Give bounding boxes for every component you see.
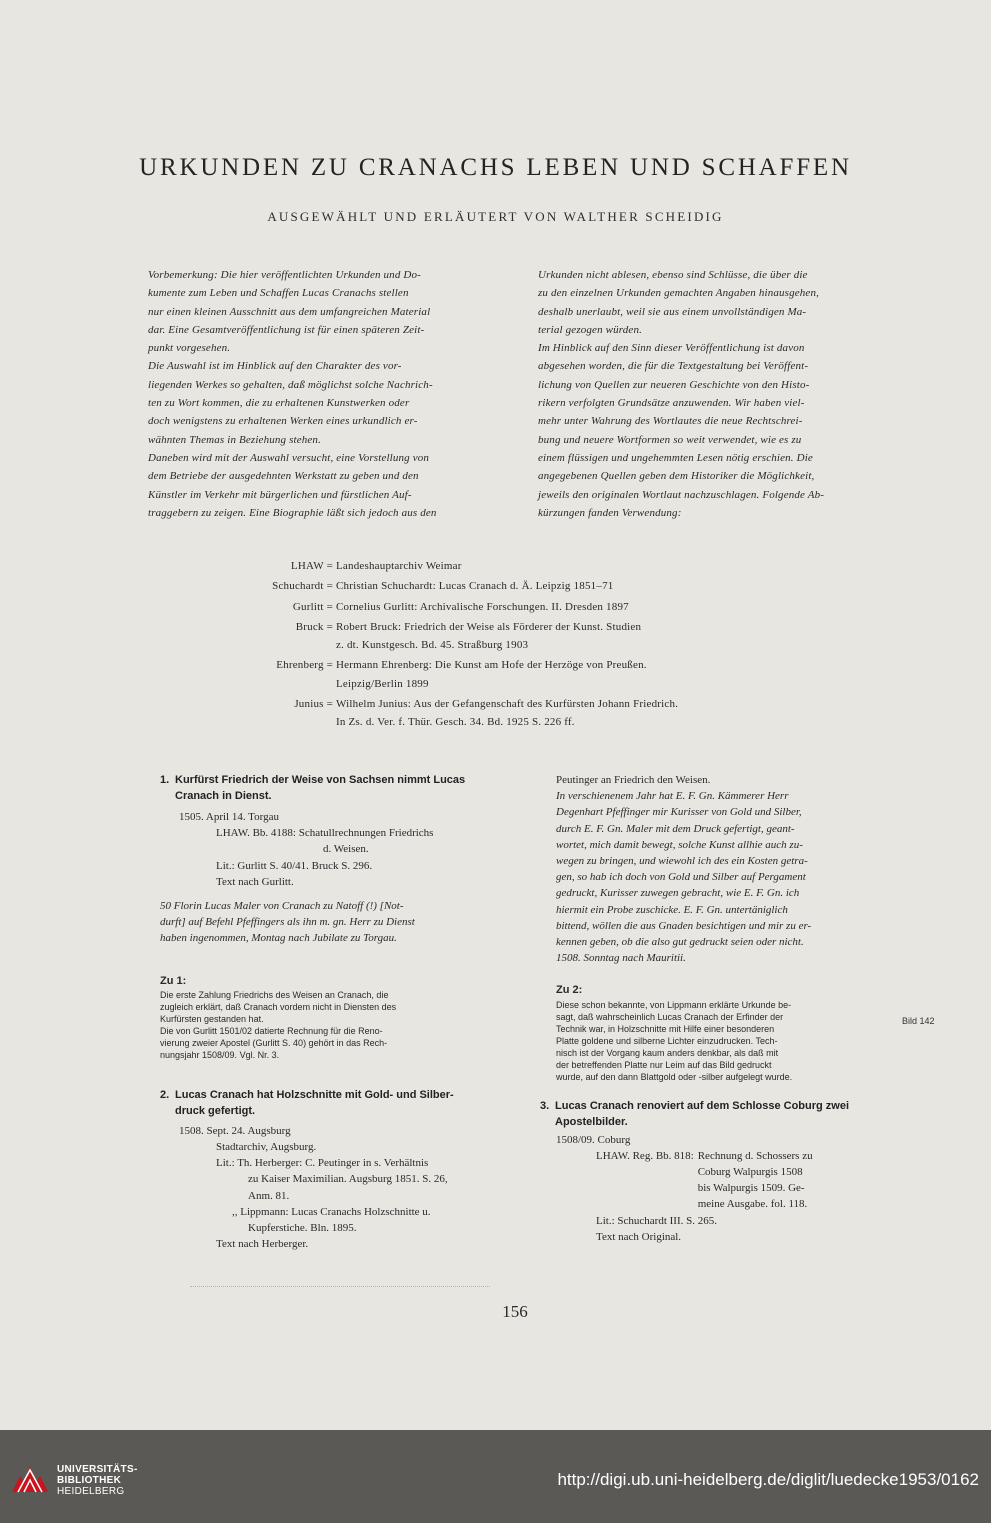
document-intro: Peutinger an Friedrich den Weisen. <box>556 774 711 786</box>
intro-line: doch wenigstens zu erhaltenen Werken eines urkundlich er- <box>148 415 418 428</box>
intro-line: rikern verfolgten Grundsätze anzuwenden. Wir haben viel- <box>538 397 805 410</box>
note-line: Die erste Zahlung Friedrichs des Weisen an Cranach, die <box>160 989 389 1000</box>
intro-line: lichung von Quellen zur neueren Geschichte von den Histo- <box>538 378 810 391</box>
left-document-column <box>160 772 500 1252</box>
document-literature: Kupferstiche. Bln. 1895. <box>248 1222 357 1235</box>
heading-line: Kurfürst Friedrich der Weise von Sachsen nimmt Lucas <box>175 774 466 786</box>
note-line: sagt, daß wahrscheinlich Lucas Cranach der Erfinder der <box>556 1011 784 1022</box>
document-url-link[interactable]: http://digi.ub.uni-heidelberg.de/diglit/luedecke1953/0162 <box>557 1470 979 1489</box>
abbreviation-text: Robert Bruck: Friedrich der Weise als Förderer der Kunst. Studien <box>336 620 642 633</box>
document-text-source: Text nach Original. <box>596 1230 682 1243</box>
abbreviation-entry <box>150 598 850 616</box>
intro-right-column <box>538 266 892 522</box>
abbreviation-key: Bruck = <box>295 620 333 633</box>
intro-line: einem flüssigen und ungehemmten Lesen nötig erschien. Die <box>538 451 813 464</box>
abbreviation-text: z. dt. Kunstgesch. Bd. 45. Straßburg 1903 <box>336 639 529 652</box>
document-quote-line: 1508. Sonntag nach Mauritii. <box>556 952 686 965</box>
heading-line: druck gefertigt. <box>175 1104 256 1117</box>
heading-line: Lucas Cranach renoviert auf dem Schlosse Coburg zwei <box>555 1099 850 1112</box>
source-line: Rechnung d. Schossers zu <box>697 1149 813 1162</box>
intro-line: Vorbemerkung: Die hier veröffentlichten Urkunden und Do- <box>148 269 421 281</box>
abbreviation-list <box>150 557 850 734</box>
intro-line: wähnten Themas in Beziehung stehen. <box>148 433 321 446</box>
section-number: 3. <box>540 1099 550 1112</box>
document-quote-line: durch E. F. Gn. Maler mit dem Druck gefertigt, geant- <box>556 822 795 835</box>
document-quote-line: kennen geben, ob die also gut gedruckt seien oder nicht. <box>556 936 804 949</box>
library-name-line: BIBLIOTHEK <box>57 1475 122 1486</box>
document-quote-line: hiermit ein Probe zuschicke. E. F. Gn. untertäniglich <box>556 903 788 916</box>
abbreviation-text: Cornelius Gurlitt: Archivalische Forschungen. II. Dresden 1897 <box>336 600 629 613</box>
document-source: LHAW. Bb. 4188: Schatullrechnungen Friedrichs <box>216 827 434 840</box>
document-literature: Lit.: Th. Herberger: C. Peutinger in s. Verhältnis <box>216 1157 429 1170</box>
intro-left-column <box>148 266 502 522</box>
source-line: meine Ausgabe. fol. 118. <box>697 1198 808 1211</box>
document-quote-line: gedruckt, Kurisser zuwegen gebracht, wie E. F. Gn. ich <box>556 887 800 900</box>
document-quote-line: haben ingenommen, Montag nach Jubilate zu Torgau. <box>160 932 397 945</box>
note-line: zugleich erklärt, daß Cranach vordem nicht in Diensten des <box>160 1001 397 1012</box>
document-quote-line: wegen zu bringen, und wiewohl ich des ein Kosten getra- <box>556 855 808 868</box>
document-text-source: Text nach Gurlitt. <box>216 875 294 888</box>
section-3-heading <box>540 1098 884 1130</box>
note-line: Die von Gurlitt 1501/02 datierte Rechnung für die Reno- <box>160 1025 383 1036</box>
intro-line: punkt vorgesehen. <box>148 342 231 355</box>
document-literature: Lit.: Gurlitt S. 40/41. Bruck S. 296. <box>216 859 373 872</box>
abbreviation-key: Ehrenberg = <box>276 659 333 672</box>
note-line: nungsjahr 1508/09. Vgl. Nr. 3. <box>160 1049 280 1060</box>
intro-line: jeweils den originalen Wortlaut nachzuschlagen. Folgende Ab- <box>538 488 825 501</box>
abbreviation-key: Junius = <box>294 698 333 711</box>
page-subtitle: AUSGEWÄHLT UND ERLÄUTERT VON WALTHER SCHEIDIG <box>267 209 724 224</box>
abbreviation-key: Schuchardt = <box>272 580 333 593</box>
note-line: vierung zweier Apostel (Gurlitt S. 40) gehört in das Rech- <box>160 1037 388 1048</box>
section-2-heading <box>160 1087 500 1119</box>
page-number: 156 <box>502 1302 528 1321</box>
intro-line: Im Hinblick auf den Sinn dieser Veröffentlichung ist davon <box>538 342 805 355</box>
intro-line: Die Auswahl ist im Hinblick auf den Charakter des vor- <box>148 360 402 373</box>
document-quote-line: gen, so hab ich doch von Gold und Silber auf Pergament <box>556 871 806 884</box>
dotted-divider <box>190 1286 490 1289</box>
abbreviation-entry <box>150 577 850 595</box>
abbreviation-text: Christian Schuchardt: Lucas Cranach d. Ä. Leipzig 1851–71 <box>336 580 614 593</box>
source-key: LHAW. Reg. Bb. 818: <box>596 1149 694 1162</box>
intro-line: kumente zum Leben und Schaffen Lucas Cranachs stellen <box>148 287 409 300</box>
document-literature: Anm. 81. <box>248 1189 290 1202</box>
document-quote-line: In verschienenem Jahr hat E. F. Gn. Kämmerer Herr <box>556 790 789 803</box>
document-quote-line: 50 Florin Lucas Maler von Cranach zu Natoff (!) [Not- <box>160 900 404 913</box>
library-name-line: HEIDELBERG <box>57 1486 125 1497</box>
abbreviation-entry <box>150 557 850 575</box>
document-archive: Stadtarchiv, Augsburg. <box>216 1141 317 1154</box>
abbreviation-text: Hermann Ehrenberg: Die Kunst am Hofe der Herzöge von Preußen. <box>336 659 647 672</box>
note-line: nisch ist der Vorgang kaum anders denkbar, als daß mit <box>556 1047 779 1058</box>
figure-reference: Bild 142 <box>902 1016 935 1026</box>
note-line: Platte goldene und silberne Lichter einzudrucken. Tech- <box>556 1035 778 1046</box>
note-heading: Zu 2: <box>556 984 583 997</box>
intro-line: nur einen kleinen Ausschnitt aus dem umfangreichen Material <box>148 305 431 318</box>
abbreviation-text: Leipzig/Berlin 1899 <box>336 677 429 690</box>
note-line: der betreffenden Platte nur Leim auf das Bild gedruckt <box>556 1059 772 1070</box>
note-line: Kurfürsten gestanden hat. <box>160 1013 264 1024</box>
abbreviation-entry <box>150 656 850 693</box>
abbreviation-text: Wilhelm Junius: Aus der Gefangenschaft des Kurfürsten Johann Friedrich. <box>336 698 679 711</box>
document-literature: zu Kaiser Maximilian. Augsburg 1851. S. 26, <box>248 1173 448 1186</box>
heading-line: Lucas Cranach hat Holzschnitte mit Gold- und Silber- <box>175 1088 454 1101</box>
abbreviation-key: Gurlitt = <box>292 600 333 613</box>
document-literature: Lit.: Schuchardt III. S. 265. <box>596 1214 717 1227</box>
viewer-footer <box>0 1430 991 1523</box>
intro-line: terial gezogen würden. <box>538 323 643 336</box>
intro-line: mehr unter Wahrung des Wortlautes die neue Rechtschrei- <box>538 415 803 428</box>
intro-line: bung und neuere Wortformen so weit verwendet, wie es zu <box>538 433 802 446</box>
abbreviation-text: Landeshauptarchiv Weimar <box>336 560 462 572</box>
document-literature: ,, Lippmann: Lucas Cranachs Holzschnitte u. <box>232 1205 431 1218</box>
document-quote-line: bittend, wöllen die aus Gnaden besichtigen und mir zu er- <box>556 919 812 932</box>
section-number: 1. <box>160 774 170 786</box>
abbreviation-text: In Zs. d. Ver. f. Thür. Gesch. 34. Bd. 1925 S. 226 ff. <box>336 716 575 729</box>
intro-line: Künstler im Verkehr mit bürgerlichen und fürstlichen Auf- <box>148 488 412 501</box>
source-line: bis Walpurgis 1509. Ge- <box>697 1182 805 1195</box>
abbreviation-entry <box>150 618 850 655</box>
library-name-line: UNIVERSITÄTS- <box>57 1464 138 1475</box>
document-source <box>556 1148 884 1213</box>
document-quote-line: durft] auf Befehl Pfeffingers als ihn m. gn. Herr zu Dienst <box>160 916 415 929</box>
intro-line: traggebern zu zeigen. Eine Biographie läßt sich jedoch aus den <box>148 506 437 519</box>
document-date: 1508/09. Coburg <box>556 1133 631 1146</box>
heading-line: Apostelbilder. <box>555 1115 628 1128</box>
section-1-heading <box>160 772 500 804</box>
intro-line: abgesehen worden, die für die Textgestaltung bei Veröffent- <box>538 360 809 373</box>
source-line: Coburg Walpurgis 1508 <box>697 1166 803 1179</box>
document-date: 1505. April 14. Torgau <box>179 811 279 823</box>
intro-line: angegebenen Quellen geben dem Historiker die Möglichkeit, <box>538 470 815 483</box>
intro-line: dar. Eine Gesamtveröffentlichung ist für einen späteren Zeit- <box>148 323 425 336</box>
intro-line: zu den einzelnen Urkunden gemachten Angaben hinausgehen, <box>538 287 819 300</box>
heading-line: Cranach in Dienst. <box>175 790 272 802</box>
intro-line: Urkunden nicht ablesen, ebenso sind Schlüsse, die über die <box>538 269 808 281</box>
intro-line: Daneben wird mit der Auswahl versucht, eine Vorstellung von <box>148 451 430 464</box>
document-date: 1508. Sept. 24. Augsburg <box>179 1124 291 1137</box>
section-number: 2. <box>160 1088 170 1101</box>
intro-line: kürzungen fanden Verwendung: <box>538 506 682 519</box>
abbreviation-key: LHAW = <box>290 560 333 572</box>
note-line: Technik war, in Holzschnitte mit Hilfe einer besonderen <box>556 1023 775 1034</box>
document-quote-line: Degenhart Pfeffinger mir Kurisser von Gold und Silber, <box>556 806 802 819</box>
document-text-source: Text nach Herberger. <box>216 1238 309 1251</box>
intro-line: liegenden Werkes so gehalten, daß möglichst solche Nachrich- <box>148 378 433 391</box>
university-library-logo-icon <box>10 1456 50 1496</box>
note-text <box>556 999 884 1083</box>
intro-line: ten zu Wort kommen, die zu erhaltenen Kunstwerken oder <box>148 397 410 410</box>
document-quote-line: wortet, mich damit bewegt, solche Kunst allhie auch zu- <box>556 838 803 851</box>
intro-line: dem Betriebe der ausgedehnten Werkstatt zu geben und den <box>148 470 419 483</box>
page-title: URKUNDEN ZU CRANACHS LEBEN UND SCHAFFEN <box>139 154 852 181</box>
right-document-column <box>540 772 884 1245</box>
note-line: Diese schon bekannte, von Lippmann erklärte Urkunde be- <box>556 999 792 1010</box>
document-source: d. Weisen. <box>323 843 369 856</box>
note-line: wurde, auf den dann Blattgold oder -silber aufgelegt wurde. <box>556 1071 793 1082</box>
note-heading: Zu 1: <box>160 974 187 987</box>
library-name <box>57 1464 138 1497</box>
abbreviation-entry <box>150 695 850 732</box>
note-text <box>160 989 500 1061</box>
intro-line: deshalb unerlaubt, weil sie aus einem unvollständigen Ma- <box>538 305 807 318</box>
